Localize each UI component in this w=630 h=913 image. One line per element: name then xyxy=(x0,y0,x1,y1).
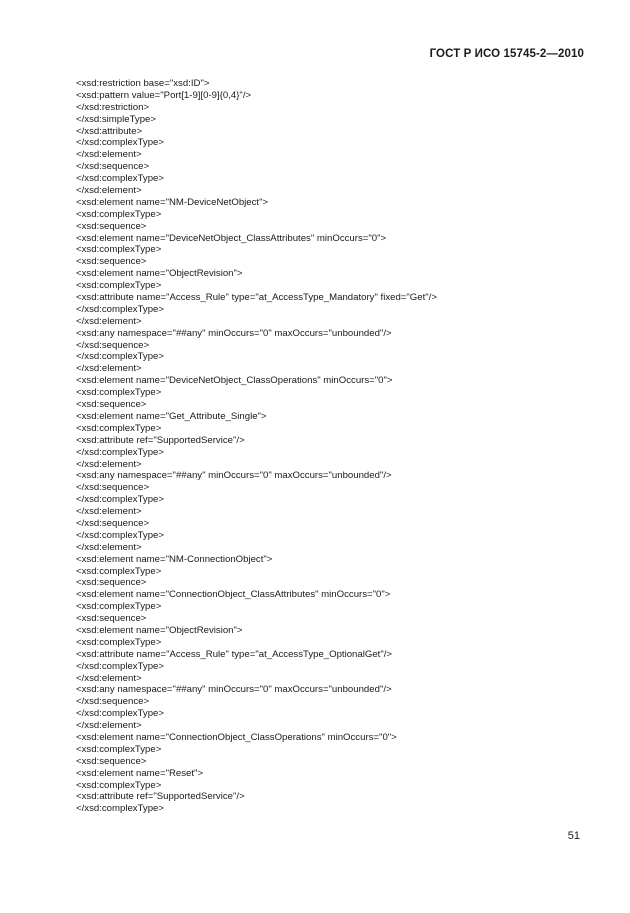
code-line: <xsd:any namespace="##any" minOccurs="0" maxOccurs="unbounded"/> xyxy=(76,470,392,482)
code-line: </xsd:sequence> xyxy=(76,696,150,708)
code-line: <xsd:attribute ref="SupportedService"/> xyxy=(76,434,245,446)
code-line: <xsd:element name="DeviceNetObject_ClassAttributes" minOccurs="0"> xyxy=(76,232,387,244)
code-line: </xsd:complexType> xyxy=(76,137,164,149)
code-line: </xsd:restriction> xyxy=(76,101,150,113)
code-line: <xsd:sequence> xyxy=(76,256,147,268)
code-line: <xsd:complexType> xyxy=(76,280,162,292)
code-line: <xsd:sequence> xyxy=(76,613,147,625)
code-line: </xsd:simpleType> xyxy=(76,113,156,125)
code-line: <xsd:element name="ObjectRevision"> xyxy=(76,268,243,280)
code-line: <xsd:attribute ref="SupportedService"/> xyxy=(76,791,245,803)
code-line: </xsd:complexType> xyxy=(76,708,164,720)
code-line: <xsd:complexType> xyxy=(76,636,162,648)
code-line: </xsd:element> xyxy=(76,185,142,197)
code-line: <xsd:complexType> xyxy=(76,208,162,220)
code-line: <xsd:element name="NM-ConnectionObject"> xyxy=(76,553,273,565)
code-line: </xsd:complexType> xyxy=(76,529,164,541)
code-line: <xsd:element name="NM-DeviceNetObject"> xyxy=(76,196,269,208)
code-line: </xsd:element> xyxy=(76,149,142,161)
code-line: <xsd:sequence> xyxy=(76,220,147,232)
page-number: 51 xyxy=(567,830,580,842)
code-line: <xsd:complexType> xyxy=(76,387,162,399)
code-line: <xsd:any namespace="##any" minOccurs="0" maxOccurs="unbounded"/> xyxy=(76,684,392,696)
code-line: <xsd:complexType> xyxy=(76,422,162,434)
code-line: </xsd:complexType> xyxy=(76,660,164,672)
code-line: </xsd:element> xyxy=(76,363,142,375)
code-line: </xsd:complexType> xyxy=(76,173,164,185)
code-line: <xsd:element name="DeviceNetObject_ClassOperations" minOccurs="0"> xyxy=(76,375,393,387)
code-line: <xsd:restriction base="xsd:ID"> xyxy=(76,78,210,89)
code-line: <xsd:sequence> xyxy=(76,755,147,767)
xsd-code-listing xyxy=(76,78,586,815)
code-line: <xsd:complexType> xyxy=(76,565,162,577)
code-line: </xsd:sequence> xyxy=(76,161,150,173)
code-line: </xsd:element> xyxy=(76,541,142,553)
code-line: <xsd:sequence> xyxy=(76,399,147,411)
code-line: </xsd:element> xyxy=(76,720,142,732)
code-line: </xsd:complexType> xyxy=(76,446,164,458)
code-line: </xsd:element> xyxy=(76,458,142,470)
code-line: </xsd:complexType> xyxy=(76,351,164,363)
code-line: </xsd:sequence> xyxy=(76,482,150,494)
document-header: ГОСТ Р ИСО 15745-2—2010 xyxy=(429,48,584,60)
code-line: </xsd:sequence> xyxy=(76,339,150,351)
code-line: </xsd:complexType> xyxy=(76,803,164,815)
code-line: <xsd:any namespace="##any" minOccurs="0" maxOccurs="unbounded"/> xyxy=(76,327,392,339)
code-line: <xsd:element name="ConnectionObject_ClassAttributes" minOccurs="0"> xyxy=(76,589,391,601)
code-line: </xsd:complexType> xyxy=(76,494,164,506)
code-line: <xsd:attribute name="Access_Rule" type="at_AccessType_OptionalGet"/> xyxy=(76,648,392,660)
code-line: <xsd:element name="Get_Attribute_Single"> xyxy=(76,410,267,422)
code-line: </xsd:element> xyxy=(76,672,142,684)
code-line: <xsd:sequence> xyxy=(76,577,147,589)
code-line: </xsd:sequence> xyxy=(76,517,150,529)
code-line: </xsd:element> xyxy=(76,315,142,327)
code-line: <xsd:complexType> xyxy=(76,779,162,791)
code-line: </xsd:complexType> xyxy=(76,303,164,315)
code-line: </xsd:attribute> xyxy=(76,125,143,137)
code-line: <xsd:attribute name="Access_Rule" type="at_AccessType_Mandatory" fixed="Get"/> xyxy=(76,292,437,304)
code-line: </xsd:element> xyxy=(76,506,142,518)
code-line: <xsd:complexType> xyxy=(76,601,162,613)
code-line: <xsd:pattern value="Port[1-9][0-9]{0,4}"/> xyxy=(76,89,252,101)
code-line: <xsd:complexType> xyxy=(76,743,162,755)
code-line: <xsd:element name="Reset"> xyxy=(76,767,204,779)
code-line: <xsd:complexType> xyxy=(76,244,162,256)
code-line: <xsd:element name="ObjectRevision"> xyxy=(76,624,243,636)
code-line: <xsd:element name="ConnectionObject_ClassOperations" minOccurs="0"> xyxy=(76,731,397,743)
